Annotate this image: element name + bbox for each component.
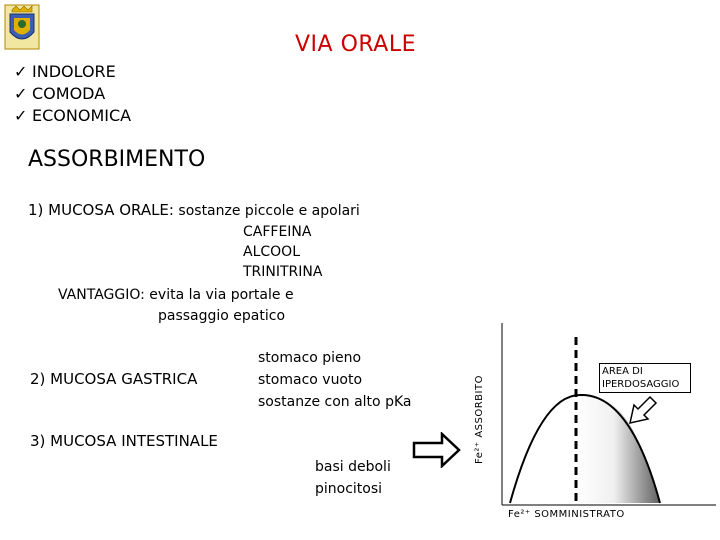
stomaco-item: stomaco pieno <box>258 350 362 366</box>
check-item: ✓ COMODA <box>14 84 106 103</box>
overdose-area-label: AREA DI IPERDOSAGGIO <box>599 363 691 393</box>
check-icon: ✓ <box>14 62 28 81</box>
stomaco-item: sostanze con alto pKa <box>258 394 412 410</box>
page-title: VIA ORALE <box>295 32 416 57</box>
mucosa-orale-label: 1) MUCOSA ORALE: <box>28 201 174 219</box>
coat-of-arms-logo <box>4 4 40 50</box>
mucosa-orale-line <box>28 201 360 219</box>
check-item: ✓ ECONOMICA <box>14 106 132 125</box>
substance-item: ALCOOL <box>243 244 300 260</box>
stomaco-list <box>258 347 411 413</box>
chart-ylabel: Fe²⁺ ASSORBITO <box>474 375 485 464</box>
right-arrow-icon <box>412 432 462 468</box>
check-item: ✓ INDOLORE <box>14 62 116 81</box>
mucosa-gastrica-label: 2) MUCOSA GASTRICA <box>30 370 198 388</box>
basi-list <box>315 456 391 500</box>
check-list <box>14 61 131 127</box>
stomaco-item: stomaco vuoto <box>258 372 363 388</box>
section-heading: ASSORBIMENTO <box>28 147 206 172</box>
vantaggio-line-2: passaggio epatico <box>158 308 286 324</box>
chart-xlabel: Fe²⁺ SOMMINISTRATO <box>508 509 625 520</box>
substance-item: TRINITRINA <box>243 264 323 280</box>
mucosa-orale-desc: sostanze piccole e apolari <box>173 203 360 219</box>
substance-item: CAFFEINA <box>243 224 312 240</box>
substance-list <box>243 222 322 282</box>
vantaggio-line-1: VANTAGGIO: evita la via portale e <box>58 287 294 303</box>
check-icon: ✓ <box>14 106 28 125</box>
check-icon: ✓ <box>14 84 28 103</box>
vantaggio-text <box>58 285 294 327</box>
iron-absorption-chart <box>480 315 720 540</box>
basi-item: basi deboli <box>315 459 391 475</box>
basi-item: pinocitosi <box>315 481 383 497</box>
mucosa-intestinale-label: 3) MUCOSA INTESTINALE <box>30 432 218 450</box>
diagonal-arrow-icon <box>630 397 656 423</box>
